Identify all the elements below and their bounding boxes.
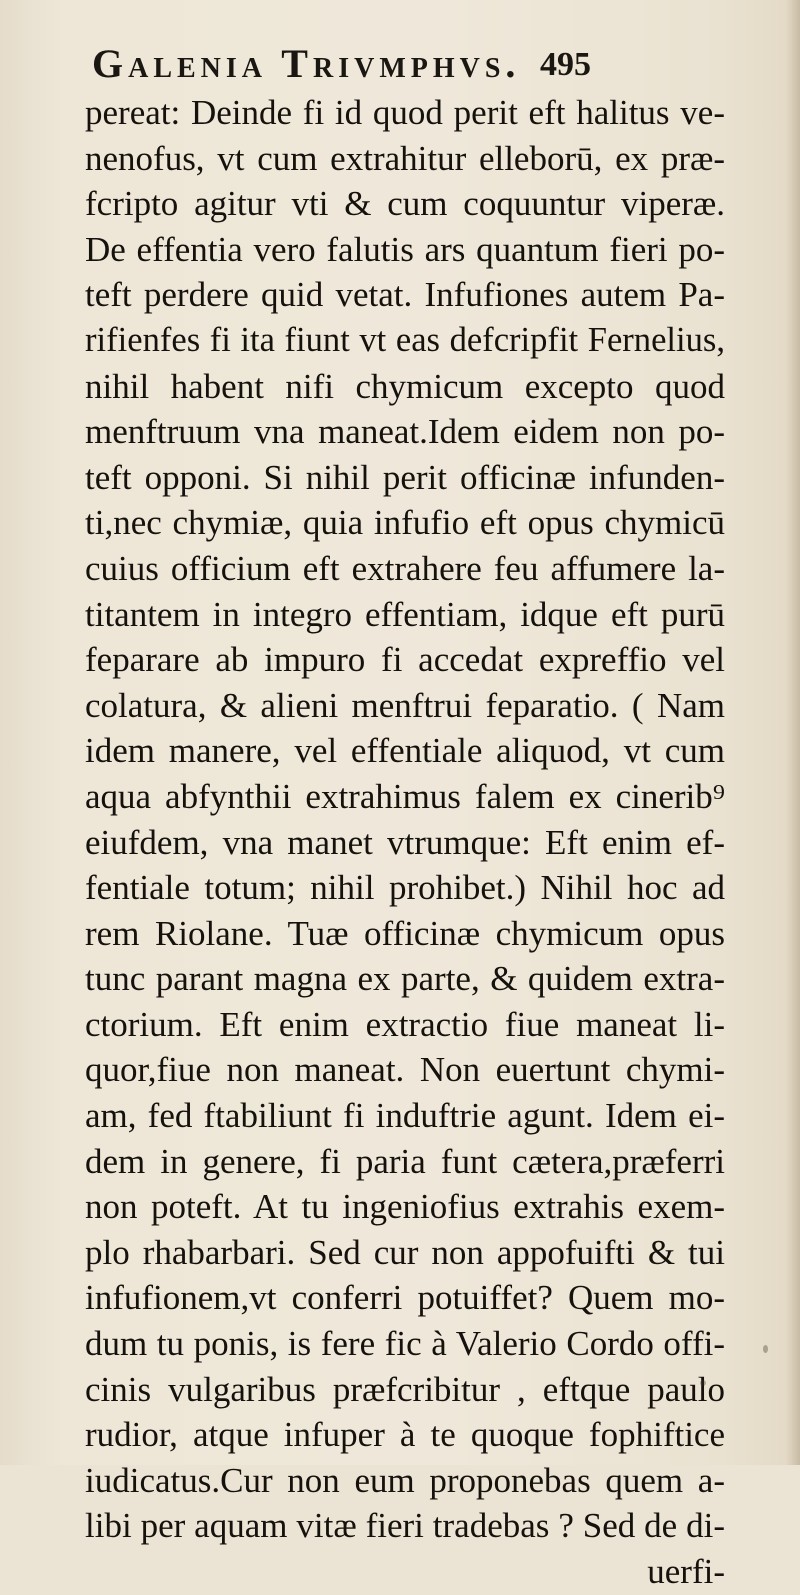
text-line: pereat: Deinde fi id quod perit eft halitus ve- xyxy=(85,93,725,132)
text-line: fentiale totum; nihil prohibet.) Nihil hoc ad xyxy=(85,868,725,908)
text-line: eiufdem, vna manet vtrumque: Eft enim ef- xyxy=(85,822,725,862)
text-line: dem in genere, fi paria funt cætera,præferri xyxy=(85,1141,725,1181)
text-line: rifienfes fi ita fiunt vt eas defcripfit Fernelius, xyxy=(85,320,725,359)
text-line: ctorium. Eft enim extractio fiue maneat li- xyxy=(85,1004,725,1044)
text-line: libi per aquam vitæ fieri tradebas ? Sed de di- xyxy=(85,1506,725,1546)
text-line: menftruum vna maneat.Idem eidem non po- xyxy=(85,412,725,452)
text-line: colatura, & alieni menftrui feparatio. ( Nam xyxy=(85,685,725,725)
text-line: aqua abfynthii extrahimus falem ex cinerib⁹ xyxy=(85,776,725,816)
text-line: teft opponi. Si nihil perit officinæ infunden- xyxy=(85,457,725,497)
text-line: nihil habent nifi chymicum excepto quod xyxy=(85,366,725,406)
page-edge-shadow xyxy=(786,0,800,1465)
ink-speck xyxy=(763,1345,768,1353)
text-line: teft perdere quid vetat. Infufiones autem Pa- xyxy=(85,275,725,315)
page-header xyxy=(92,40,692,90)
text-line: non poteft. At tu ingeniofius extrahis exem- xyxy=(85,1187,725,1227)
text-line: fcripto agitur vti & cum coquuntur viperæ. xyxy=(85,184,725,224)
text-line: cinis vulgaribus præfcribitur , eftque paulo xyxy=(85,1369,725,1409)
text-line: idem manere, vel effentiale aliquod, vt cum xyxy=(85,731,725,771)
text-line: feparare ab impuro fi accedat expreffio vel xyxy=(85,640,725,680)
text-line: titantem in integro effentiam, idque eft purū xyxy=(85,594,725,634)
text-line: De effentia vero falutis ars quantum fieri po- xyxy=(85,229,725,269)
page-number: 495 xyxy=(540,46,591,83)
text-line: rem Riolane. Tuæ officinæ chymicum opus xyxy=(85,913,725,953)
running-title: Galenia Trivmphvs. xyxy=(92,41,521,86)
body-text xyxy=(85,90,725,1595)
text-line: plo rhabarbari. Sed cur non appofuifti & tui xyxy=(85,1232,725,1272)
text-line: tunc parant magna ex parte, & quidem extra- xyxy=(85,959,725,999)
text-line: nenofus, vt cum extrahitur elleborū, ex præ- xyxy=(85,138,725,178)
text-line: am, fed ftabiliunt fi induftrie agunt. Idem ei- xyxy=(85,1096,725,1136)
text-line: quor,fiue non maneat. Non euertunt chymi- xyxy=(85,1050,725,1090)
text-line: cuius officium eft extrahere feu affumere la- xyxy=(85,548,725,588)
text-line: dum tu ponis, is fere fic à Valerio Cordo offi- xyxy=(85,1324,725,1364)
ink-speck xyxy=(700,1380,706,1386)
catchword-line: uerfi- xyxy=(647,1552,725,1591)
text-line: ti,nec chymiæ, quia infufio eft opus chymicū xyxy=(85,503,725,543)
text-line: iudicatus.Cur non eum proponebas quem a- xyxy=(85,1460,725,1500)
text-line: rudior, atque infuper à te quoque fophiftice xyxy=(85,1415,725,1455)
text-line: infufionem,vt conferri potuiffet? Quem mo- xyxy=(85,1278,725,1318)
